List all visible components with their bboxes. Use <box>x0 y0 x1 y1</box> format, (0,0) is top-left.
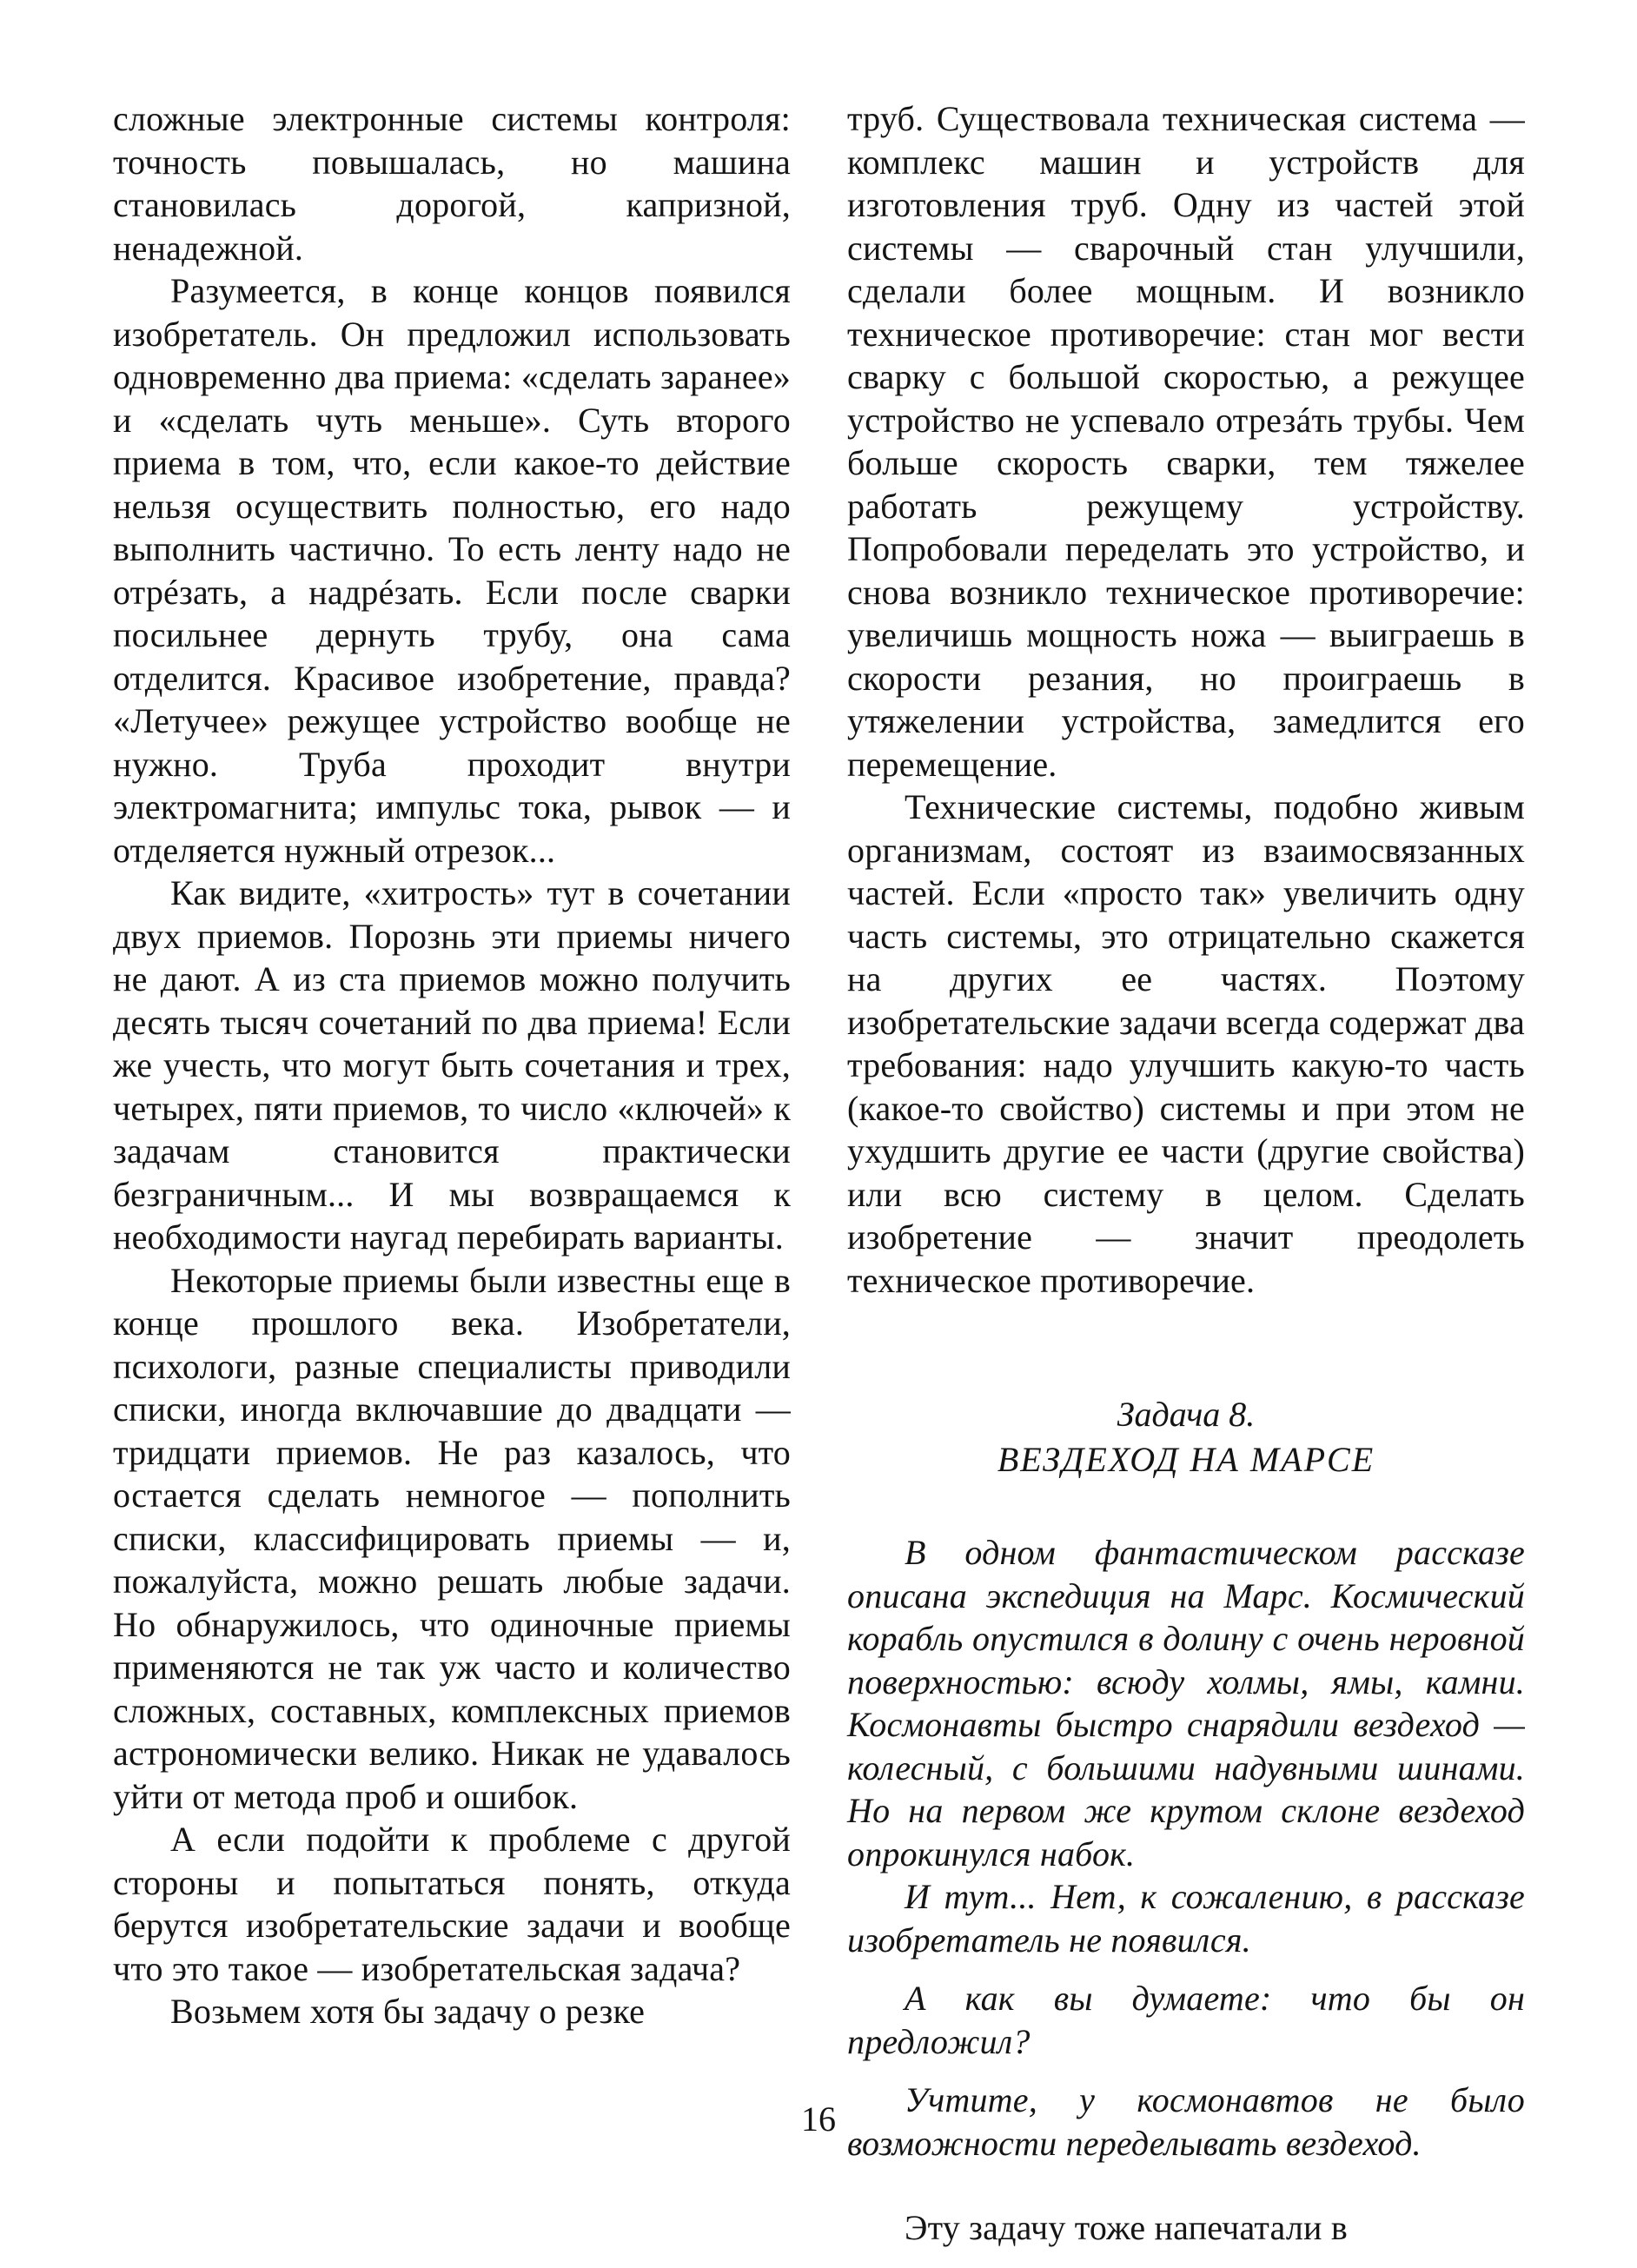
left-paragraph-3: Как видите, «хитрость» тут в сочетании двух приемов. Порознь эти приемы ничего не дают. А из ста приемов можно получить десять тысяч сочетаний по два приема! Если же учесть, что могут быть сочетания и трех, четырех, пяти приемов, то число «ключей» к задачам становится практически безграничным... И мы возвращаемся к необходимости наугад перебирать варианты. <box>113 873 791 1257</box>
task-paragraph-2: И тут... Нет, к сожалению, в рассказе изобретатель не появился. <box>847 1877 1525 1960</box>
task-number: Задача 8. <box>1117 1395 1256 1434</box>
left-paragraph-2: Разумеется, в конце концов появился изобретатель. Он предложил использовать одновременно два приема: «сделать заранее» и «сделать чуть меньше». Суть второго приема в том, что, если какое-то действие нельзя осуществить полностью, его надо выполнить частично. То есть ленту надо не отрéзать, а надрéзать. Если после сварки посильнее дернуть трубу, она сама отделится. Красивое изобретение, правда? «Летучее» режущее устройство вообще не нужно. Труба проходит внутри электромагнита; импульс тока, рывок — и отделяется нужный отрезок... <box>113 271 791 870</box>
task-title: ВЕЗДЕХОД НА МАРСЕ <box>997 1440 1375 1479</box>
right-paragraph-1: труб. Существовала техническая система — комплекс машин и устройств для изготовления труб. Одну из частей этой системы — сварочный стан улучшили, сделали более мощным. И возникло техническое противоречие: стан мог вести сварку с большой скоростью, а режущее устройство не успевало отрезáть трубы. Чем больше скорость сварки, тем тяжелее работать режущему устройству. Попробовали переделать это устройство, и снова возникло техническое противоречие: увеличишь мощность ножа — выиграешь в скорости резания, но проиграешь в утяжелении устройства, замедлится его перемещение. <box>847 99 1525 784</box>
right-paragraph-2: Технические системы, подобно живым организмам, состоят из взаимосвязанных частей. Если «просто так» увеличить одну часть системы, это отрицательно скажется на других ее частях. Поэтому изобретательские задачи всегда содержат два требования: надо улучшить какую-то часть (какое-то свойство) системы и при этом не ухудшить другие ее части (другие свойства) или всю систему в целом. Сделать изобретение — значит преодолеть техническое противоречие. <box>847 787 1525 1300</box>
left-paragraph-5: А если подойти к проблеме с другой стороны и попытаться понять, откуда берутся изобретательские задачи и вообще что это такое — изобретательская задача? <box>113 1820 791 1988</box>
left-paragraph-6: Возьмем хотя бы задачу о резке <box>170 1992 646 2031</box>
task-header <box>847 1392 1525 1482</box>
left-paragraph-1: сложные электронные системы контроля: точность повышалась, но машина становилась дорогой, капризной, ненадежной. <box>113 99 791 268</box>
page-number: 16 <box>801 2099 836 2139</box>
left-paragraph-4: Некоторые приемы были известны еще в конце прошлого века. Изобретатели, психологи, разные специалисты приводили списки, иногда включавшие до двадцати — тридцати приемов. Не раз казалось, что остается сделать немногое — пополнить списки, классифицировать приемы — и, пожалуйста, можно решать любые задачи. Но обнаружилось, что одиночные приемы применяются не так уж часто и количество сложных, составных, комплексных приемов астрономически велико. Никак не удавалось уйти от метода проб и ошибок. <box>113 1260 791 1816</box>
right-column <box>847 97 1525 2250</box>
task-paragraph-4: Учтите, у космонавтов не было возможности переделывать вездеход. <box>847 2080 1525 2163</box>
left-column <box>113 97 791 2033</box>
task-paragraph-3: А как вы думаете: что бы он предложил? <box>847 1979 1525 2061</box>
task-paragraph-1: В одном фантастическом рассказе описана экспедиция на Марс. Космический корабль опустился в долину с очень неровной поверхностью: всюду холмы, ямы, камни. Космонавты быстро снарядили вездеход — колесный, с большими надувными шинами. Но на первом же крутом склоне вездеход опрокинулся набок. <box>847 1533 1525 1873</box>
right-paragraph-after-task: Эту задачу тоже напечатали в <box>905 2208 1348 2247</box>
task-text <box>847 1531 1525 2165</box>
